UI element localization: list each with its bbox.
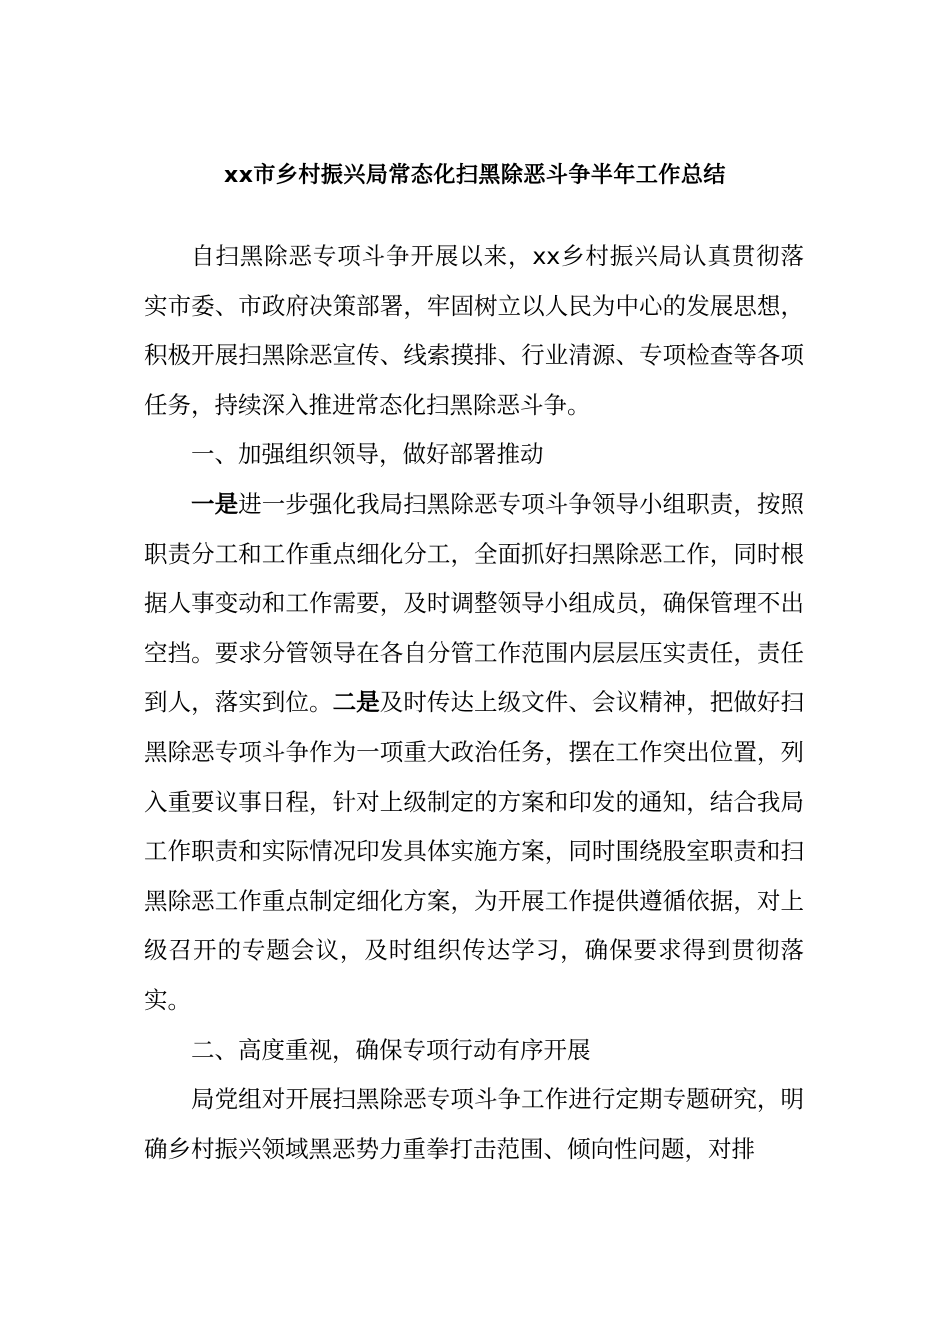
document-body [144, 232, 804, 1174]
section-2-heading: 二、高度重视，确保专项行动有序开展 [191, 1035, 591, 1064]
section-1-heading: 一、加强组织领导，做好部署推动 [191, 440, 544, 469]
section-2-paragraph: 局党组对开展扫黑除恶专项斗争工作进行定期专题研究，明确乡村振兴领域黑恶势力重拳打击范围、倾向性问题，对排 [144, 1085, 804, 1163]
document-title: xx市乡村振兴局常态化扫黑除恶斗争半年工作总结 [224, 163, 726, 188]
intro-paragraph: 自扫黑除恶专项斗争开展以来，xx乡村振兴局认真贯彻落实市委、市政府决策部署，牢固树立以人民为中心的发展思想，积极开展扫黑除恶宣传、线索摸排、行业清源、专项检查等各项任务，持续深入推进常态化扫黑除恶斗争。 [144, 242, 804, 419]
point-2-text: 及时传达上级文件、会议精神，把做好扫黑除恶专项斗争作为一项重大政治任务，摆在工作突出位置，列入重要议事日程，针对上级制定的方案和印发的通知，结合我局工作职责和实际情况印发具体实施方案，同时围绕股室职责和扫黑除恶工作重点制定细化方案，为开展工作提供遵循依据，对上级召开的专题会议，及时组织传达学习，确保要求得到贯彻落实。 [144, 688, 805, 1014]
point-2-label: 二是 [332, 688, 380, 717]
section-1-paragraph [144, 480, 804, 1026]
point-1-label: 一是 [191, 489, 239, 518]
point-1-text: 进一步强化我局扫黑除恶专项斗争领导小组职责，按照职责分工和工作重点细化分工，全面抓好扫黑除恶工作，同时根据人事变动和工作需要，及时调整领导小组成员，确保管理不出空挡。要求分管领导在各自分管工作范围内层层压实责任，责任到人，落实到位。 [144, 489, 805, 717]
